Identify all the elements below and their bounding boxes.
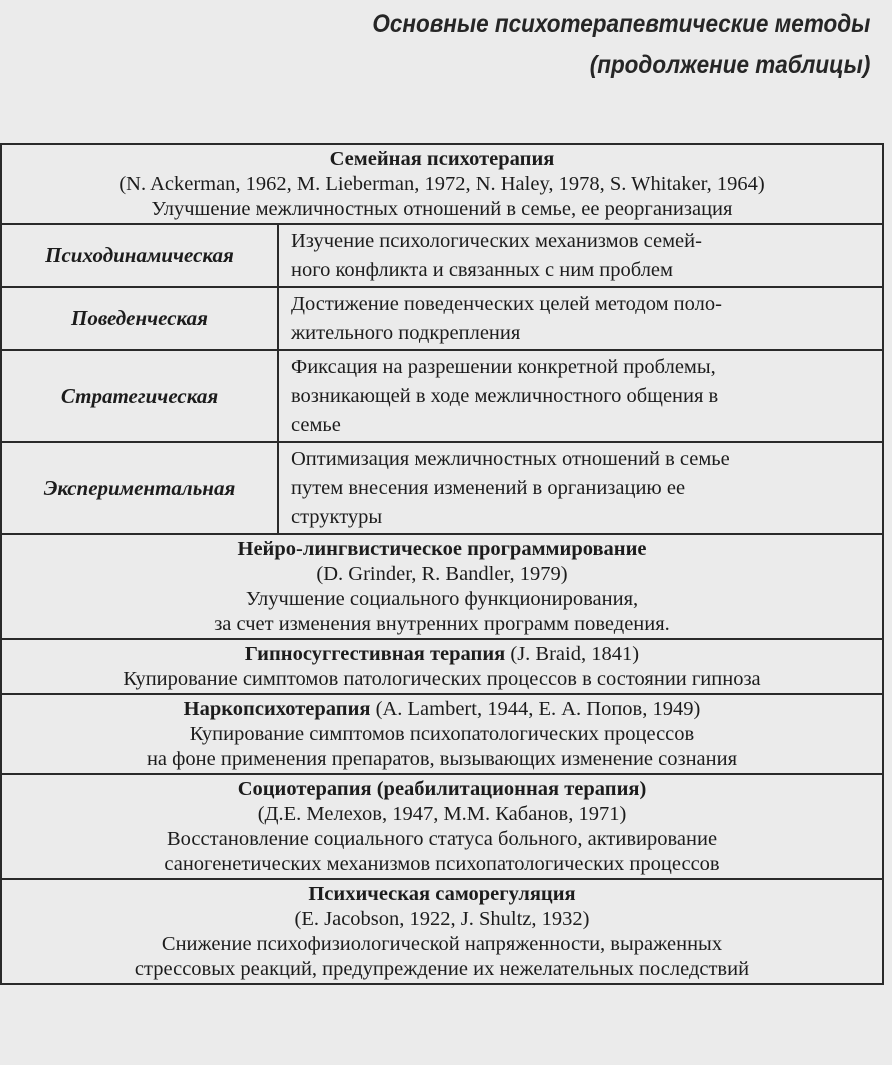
- narco-block: [2, 695, 882, 775]
- nlp-goal-line: Улучшение социального функционирования,: [245, 588, 639, 610]
- subtype-description: [279, 225, 882, 286]
- subtype-description-line: семье: [291, 414, 341, 436]
- selfreg-title: Психическая саморегуляция: [308, 883, 576, 905]
- subtype-description-line: путем внесения изменений в организацию ее: [291, 477, 686, 499]
- socio-title: Социотерапия (реабилитационная терапия): [237, 778, 647, 800]
- selfreg-authors: (E. Jacobson, 1922, J. Shultz, 1932): [294, 908, 590, 930]
- subtype-description-line: Фиксация на разрешении конкретной проблемы,: [291, 356, 716, 378]
- selfreg-goal-line: стрессовых реакций, предупреждение их нежелательных последствий: [134, 958, 750, 980]
- subtype-description: [279, 443, 882, 533]
- socio-goal-line: Восстановление социального статуса больного, активирование: [166, 828, 718, 850]
- selfreg-block: [2, 880, 882, 985]
- heading-line-2: (продолжение таблицы): [589, 51, 870, 79]
- narco-title: Наркопсихотерапия: [183, 698, 371, 720]
- nlp-goal-line: за счет изменения внутренних программ поведения.: [214, 613, 670, 635]
- socio-goal-line: саногенетических механизмов психопатологических процессов: [164, 853, 720, 875]
- subtype-description-line: жительного подкрепления: [291, 322, 521, 344]
- nlp-block: [2, 535, 882, 640]
- page-heading: [372, 4, 870, 86]
- family-therapy-title: Семейная психотерапия: [329, 148, 555, 170]
- nlp-authors: (D. Grinder, R. Bandler, 1979): [316, 563, 568, 585]
- socio-block: [2, 775, 882, 880]
- subtype-description-line: Оптимизация межличностных отношений в семье: [291, 448, 730, 470]
- nlp-title: Нейро-лингвистическое программирование: [237, 538, 647, 560]
- family-subtype-row: [2, 443, 882, 535]
- family-subtype-row: [2, 351, 882, 443]
- family-subtype-row: [2, 288, 882, 351]
- narco-goal-line: на фоне применения препаратов, вызывающих изменение сознания: [146, 748, 738, 770]
- subtype-description-line: Изучение психологических механизмов семей-: [291, 230, 702, 252]
- hypno-title: Гипносуггестивная терапия: [244, 643, 506, 665]
- hypno-goal: Купирование симптомов патологических процессов в состоянии гипноза: [123, 668, 761, 690]
- narco-authors: (A. Lambert, 1944, Е. А. Попов, 1949): [370, 698, 701, 720]
- heading-line-1: Основные психотерапевтические методы: [371, 10, 870, 38]
- subtype-name: Психодинамическая: [2, 225, 279, 286]
- family-subtype-row: [2, 225, 882, 288]
- family-therapy-header: [2, 145, 882, 225]
- subtype-description-line: структуры: [291, 506, 383, 528]
- subtype-name: Стратегическая: [2, 351, 279, 441]
- subtype-description-line: ного конфликта и связанных с ним проблем: [291, 259, 674, 281]
- subtype-description-line: возникающей в ходе межличностного общения в: [291, 385, 719, 407]
- hypno-authors: (J. Braid, 1841): [505, 643, 640, 665]
- subtype-name: Поведенческая: [2, 288, 279, 349]
- family-therapy-authors: (N. Ackerman, 1962, M. Lieberman, 1972, N. Haley, 1978, S. Whitaker, 1964): [119, 173, 765, 195]
- subtype-description: [279, 351, 882, 441]
- subtype-name: Экспериментальная: [2, 443, 279, 533]
- socio-authors: (Д.Е. Мелехов, 1947, М.М. Кабанов, 1971): [257, 803, 627, 825]
- narco-goal-line: Купирование симптомов психопатологических процессов: [189, 723, 695, 745]
- selfreg-goal-line: Снижение психофизиологической напряженности, выраженных: [161, 933, 723, 955]
- subtype-description-line: Достижение поведенческих целей методом поло-: [291, 293, 722, 315]
- methods-table: [0, 143, 884, 985]
- family-therapy-goal: Улучшение межличностных отношений в семье, ее реорганизация: [151, 198, 733, 220]
- hypno-block: [2, 640, 882, 695]
- subtype-description: [279, 288, 882, 349]
